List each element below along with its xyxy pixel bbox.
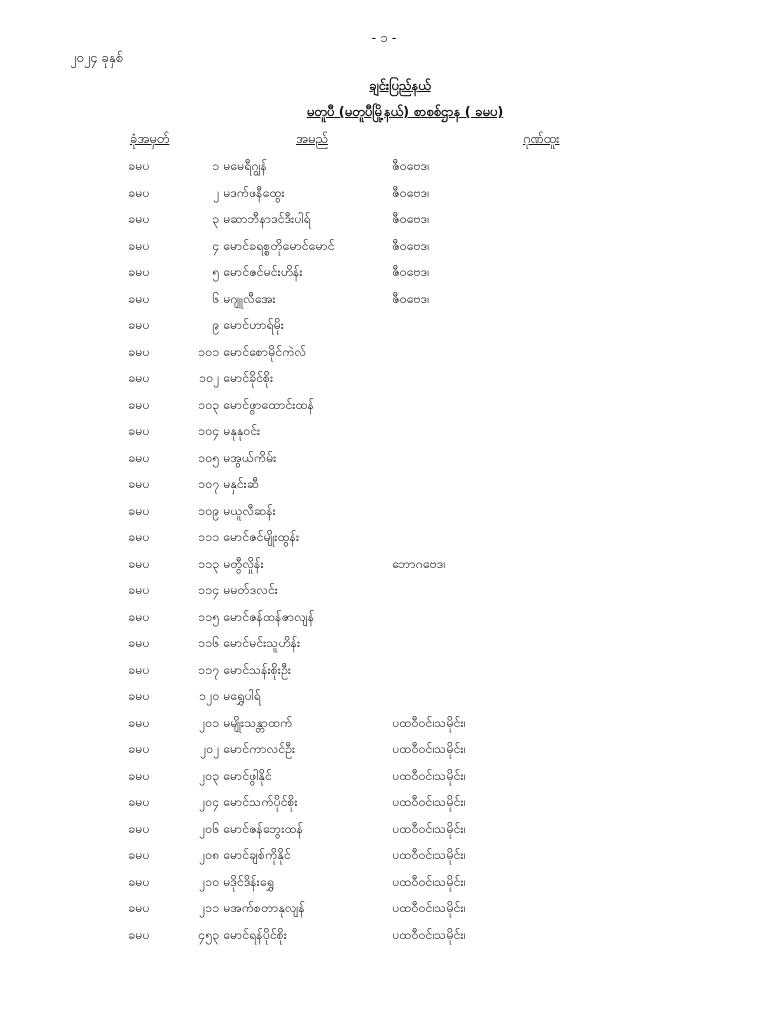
distinction-subjects: ဇီ၀ဗေဒ၊ (392, 184, 429, 200)
table-row (0, 578, 768, 605)
candidate-name: မမတ်ဒလင်း (223, 582, 278, 597)
candidate-name: မဂျူလီအေး (223, 290, 276, 306)
roll-number: ၁၂၀ (198, 688, 219, 703)
roll-number: ၁၁၇ (197, 661, 219, 677)
roll-prefix: ခမပ (128, 767, 150, 783)
roll-prefix: ခမပ (128, 555, 150, 571)
candidate-name: မနှင်းဆီ (223, 476, 259, 491)
roll-prefix: ခမပ (128, 714, 150, 730)
roll-number: ၂၁၀ (198, 873, 219, 889)
distinction-subjects: ပထဝီဝင်၊သမိုင်း၊ (392, 820, 466, 836)
candidate-name: မောင်သက်ပိုင်စိုး (223, 794, 298, 809)
roll-number: ၁၀၉ (197, 502, 219, 518)
table-row (0, 605, 768, 632)
roll-prefix: ခမပ (128, 184, 150, 200)
candidate-name: မောင်ကာလင်ဦး (223, 741, 296, 756)
candidate-name: မနုနုဝင်း (223, 423, 261, 438)
candidate-name: မောင်ဇင်မျိုးထွန်း (223, 529, 300, 544)
candidate-name: မမျိုးသန္တာထက် (223, 714, 293, 730)
roll-number: ၄ (211, 237, 219, 253)
table-row (0, 499, 768, 526)
year-label: ၂၀၂၄ ခုနှစ် (70, 51, 123, 66)
roll-prefix: ခမပ (128, 423, 150, 438)
roll-number: ၁၁၅ (197, 608, 219, 624)
roll-number: ၂၀၃ (198, 767, 219, 783)
roll-number: ၁၀၁ (197, 343, 219, 359)
table-row (0, 737, 768, 764)
table-row (0, 764, 768, 791)
candidate-name: မောင်ဖွာထောင်းထန် (223, 396, 314, 412)
roll-number: ၁၀၅ (197, 449, 219, 465)
candidate-name: မတွီလှိုန်း (223, 555, 264, 571)
candidate-name: မောင်ခိုင်စိုး (223, 370, 274, 385)
roll-number: ၁၀၇ (197, 476, 219, 491)
table-row (0, 870, 768, 897)
candidate-name: မဒက်ဖနီထွေး (223, 184, 285, 200)
roll-prefix: ခမပ (128, 290, 150, 306)
candidate-name: မအွယ်ကိမ်း (223, 449, 277, 465)
roll-prefix: ခမပ (128, 502, 150, 518)
roll-prefix: ခမပ (128, 211, 150, 226)
table-row (0, 525, 768, 552)
table-row (0, 790, 768, 817)
roll-number: ၁၀၄ (197, 423, 219, 438)
distinction-subjects: ဇီ၀ဗေဒ၊ (392, 211, 429, 226)
distinction-subjects: ပထဝီဝင်၊သမိုင်း၊ (392, 847, 466, 862)
table-row (0, 923, 768, 950)
candidate-name: မောင်ဖွါနိုင် (223, 767, 272, 783)
roll-prefix: ခမပ (128, 873, 150, 889)
table-row (0, 817, 768, 844)
roll-prefix: ခမပ (128, 688, 150, 703)
candidate-name: မအက်စတာနုလျန် (223, 900, 305, 915)
table-row (0, 207, 768, 234)
roll-number: ၃ (211, 211, 219, 226)
distinction-subjects: ပထဝီဝင်၊သမိုင်း၊ (392, 714, 466, 730)
distinction-subjects: ပထဝီဝင်၊သမိုင်း၊ (392, 767, 466, 783)
roll-number: ၁၁၁ (197, 529, 219, 544)
table-row (0, 684, 768, 711)
candidate-name: မဒိုင်ဒိန်းရွှေ (223, 873, 274, 889)
roll-number: ၁၁၄ (197, 582, 219, 597)
roll-prefix: ခမပ (128, 635, 150, 650)
column-header-name: အမည် (296, 132, 328, 147)
roll-number: ၉ (211, 317, 219, 332)
table-row (0, 419, 768, 446)
roll-prefix: ခမပ (128, 476, 150, 491)
candidate-name: မောင်သန်းစိုးဦး (223, 661, 292, 677)
distinction-subjects: ပထဝီဝင်၊သမိုင်း၊ (392, 794, 466, 809)
table-row (0, 896, 768, 923)
roll-prefix: ခမပ (128, 264, 150, 279)
roll-prefix: ခမပ (128, 661, 150, 677)
page-subtitle: မတူပီ (မတူပီမြို့နယ်) စာစစ်ဌာန ( ခမပ) (306, 105, 504, 120)
table-row (0, 313, 768, 340)
candidate-name: မောင်စောမိုင်ကဲလ် (223, 343, 306, 359)
roll-number: ၂၁၁ (198, 900, 219, 915)
distinction-subjects: ဇီ၀ဗေဒ၊ (392, 290, 429, 306)
table-row (0, 154, 768, 181)
table-row (0, 472, 768, 499)
candidate-name: မောင်ချစ်ကိုနိုင် (223, 847, 291, 862)
roll-number: ၂၀၆ (198, 820, 219, 836)
roll-number: ၂၀၂ (199, 741, 219, 756)
distinction-subjects: ပထဝီဝင်၊သမိုင်း၊ (392, 900, 466, 915)
distinction-subjects: ဇီ၀ဗေဒ၊ (392, 158, 429, 173)
roll-number: ၁၀၃ (197, 396, 219, 412)
roll-prefix: ခမပ (128, 741, 150, 756)
roll-number: ၆ (211, 290, 219, 306)
table-row (0, 340, 768, 367)
distinction-subjects: ဇီ၀ဗေဒ၊ (392, 264, 429, 279)
candidate-name: မယူလီဆန်း (223, 502, 276, 518)
candidate-name: မဆာဘီနာဒင်ဒီးပါရ် (223, 211, 311, 226)
roll-number: ၂ (212, 184, 219, 200)
candidate-name: မောင်ခရစ္စတိုမောင်မောင် (223, 237, 335, 253)
table-row (0, 181, 768, 208)
roll-prefix: ခမပ (128, 449, 150, 465)
roll-prefix: ခမပ (128, 794, 150, 809)
roll-prefix: ခမပ (128, 370, 150, 385)
roll-number: ၂၀၄ (198, 794, 219, 809)
roll-prefix: ခမပ (128, 158, 150, 173)
results-list (0, 154, 768, 949)
roll-prefix: ခမပ (128, 847, 150, 862)
column-header-roll-number: ခုံအမှတ် (130, 132, 170, 147)
roll-prefix: ခမပ (128, 582, 150, 597)
candidate-name: မောင်ဇန်ဘွေးထန် (223, 820, 303, 836)
distinction-subjects: ပထဝီဝင်၊သမိုင်း၊ (392, 926, 466, 942)
table-row (0, 658, 768, 685)
roll-number: ၁ (211, 158, 219, 173)
column-header-distinction: ဂုဏ်ထူး (523, 132, 560, 147)
table-row (0, 711, 768, 738)
candidate-name: မမေရီဂျွန် (223, 158, 267, 173)
roll-number: ၁၁၃ (197, 555, 219, 571)
page-title: ချင်းပြည်နယ် (369, 79, 431, 94)
roll-prefix: ခမပ (128, 237, 150, 253)
roll-number: ၂၀၁ (198, 714, 219, 730)
distinction-subjects: ဘောဂဗေဒ၊ (392, 555, 446, 571)
table-row (0, 446, 768, 473)
roll-number: ၁၀၂ (198, 370, 219, 385)
roll-prefix: ခမပ (128, 608, 150, 624)
roll-number: ၅ (211, 264, 219, 279)
page-number: - ၁ - (371, 31, 397, 46)
roll-prefix: ခမပ (128, 396, 150, 412)
roll-prefix: ခမပ (128, 317, 150, 332)
roll-prefix: ခမပ (128, 529, 150, 544)
table-row (0, 260, 768, 287)
distinction-subjects: ဇီ၀ဗေဒ၊ (392, 237, 429, 253)
candidate-name: မရွှေပါရ် (223, 688, 261, 703)
table-row (0, 631, 768, 658)
table-row (0, 366, 768, 393)
roll-number: ၁၁၆ (197, 635, 219, 650)
table-row (0, 234, 768, 261)
roll-prefix: ခမပ (128, 820, 150, 836)
roll-number: ၄၅၃ (197, 926, 219, 942)
roll-prefix: ခမပ (128, 926, 150, 942)
table-row (0, 393, 768, 420)
candidate-name: မောင်မင်းသူဟိန်း (223, 635, 301, 650)
distinction-subjects: ပထဝီဝင်၊သမိုင်း၊ (392, 741, 466, 756)
table-row (0, 552, 768, 579)
candidate-name: မောင်ဇန်ထန်ဇာလျန် (223, 608, 315, 624)
roll-number: ၂၀၈ (198, 847, 219, 862)
roll-prefix: ခမပ (128, 343, 150, 359)
candidate-name: မောင်ရန်ပိုင်စိုး (223, 926, 287, 942)
table-row (0, 843, 768, 870)
table-row (0, 287, 768, 314)
candidate-name: မောင်ဇင်မင်းဟိန်း (223, 264, 303, 279)
candidate-name: မောင်ဟာရ်မိုး (223, 317, 284, 332)
roll-prefix: ခမပ (128, 900, 150, 915)
distinction-subjects: ပထဝီဝင်၊သမိုင်း၊ (392, 873, 466, 889)
